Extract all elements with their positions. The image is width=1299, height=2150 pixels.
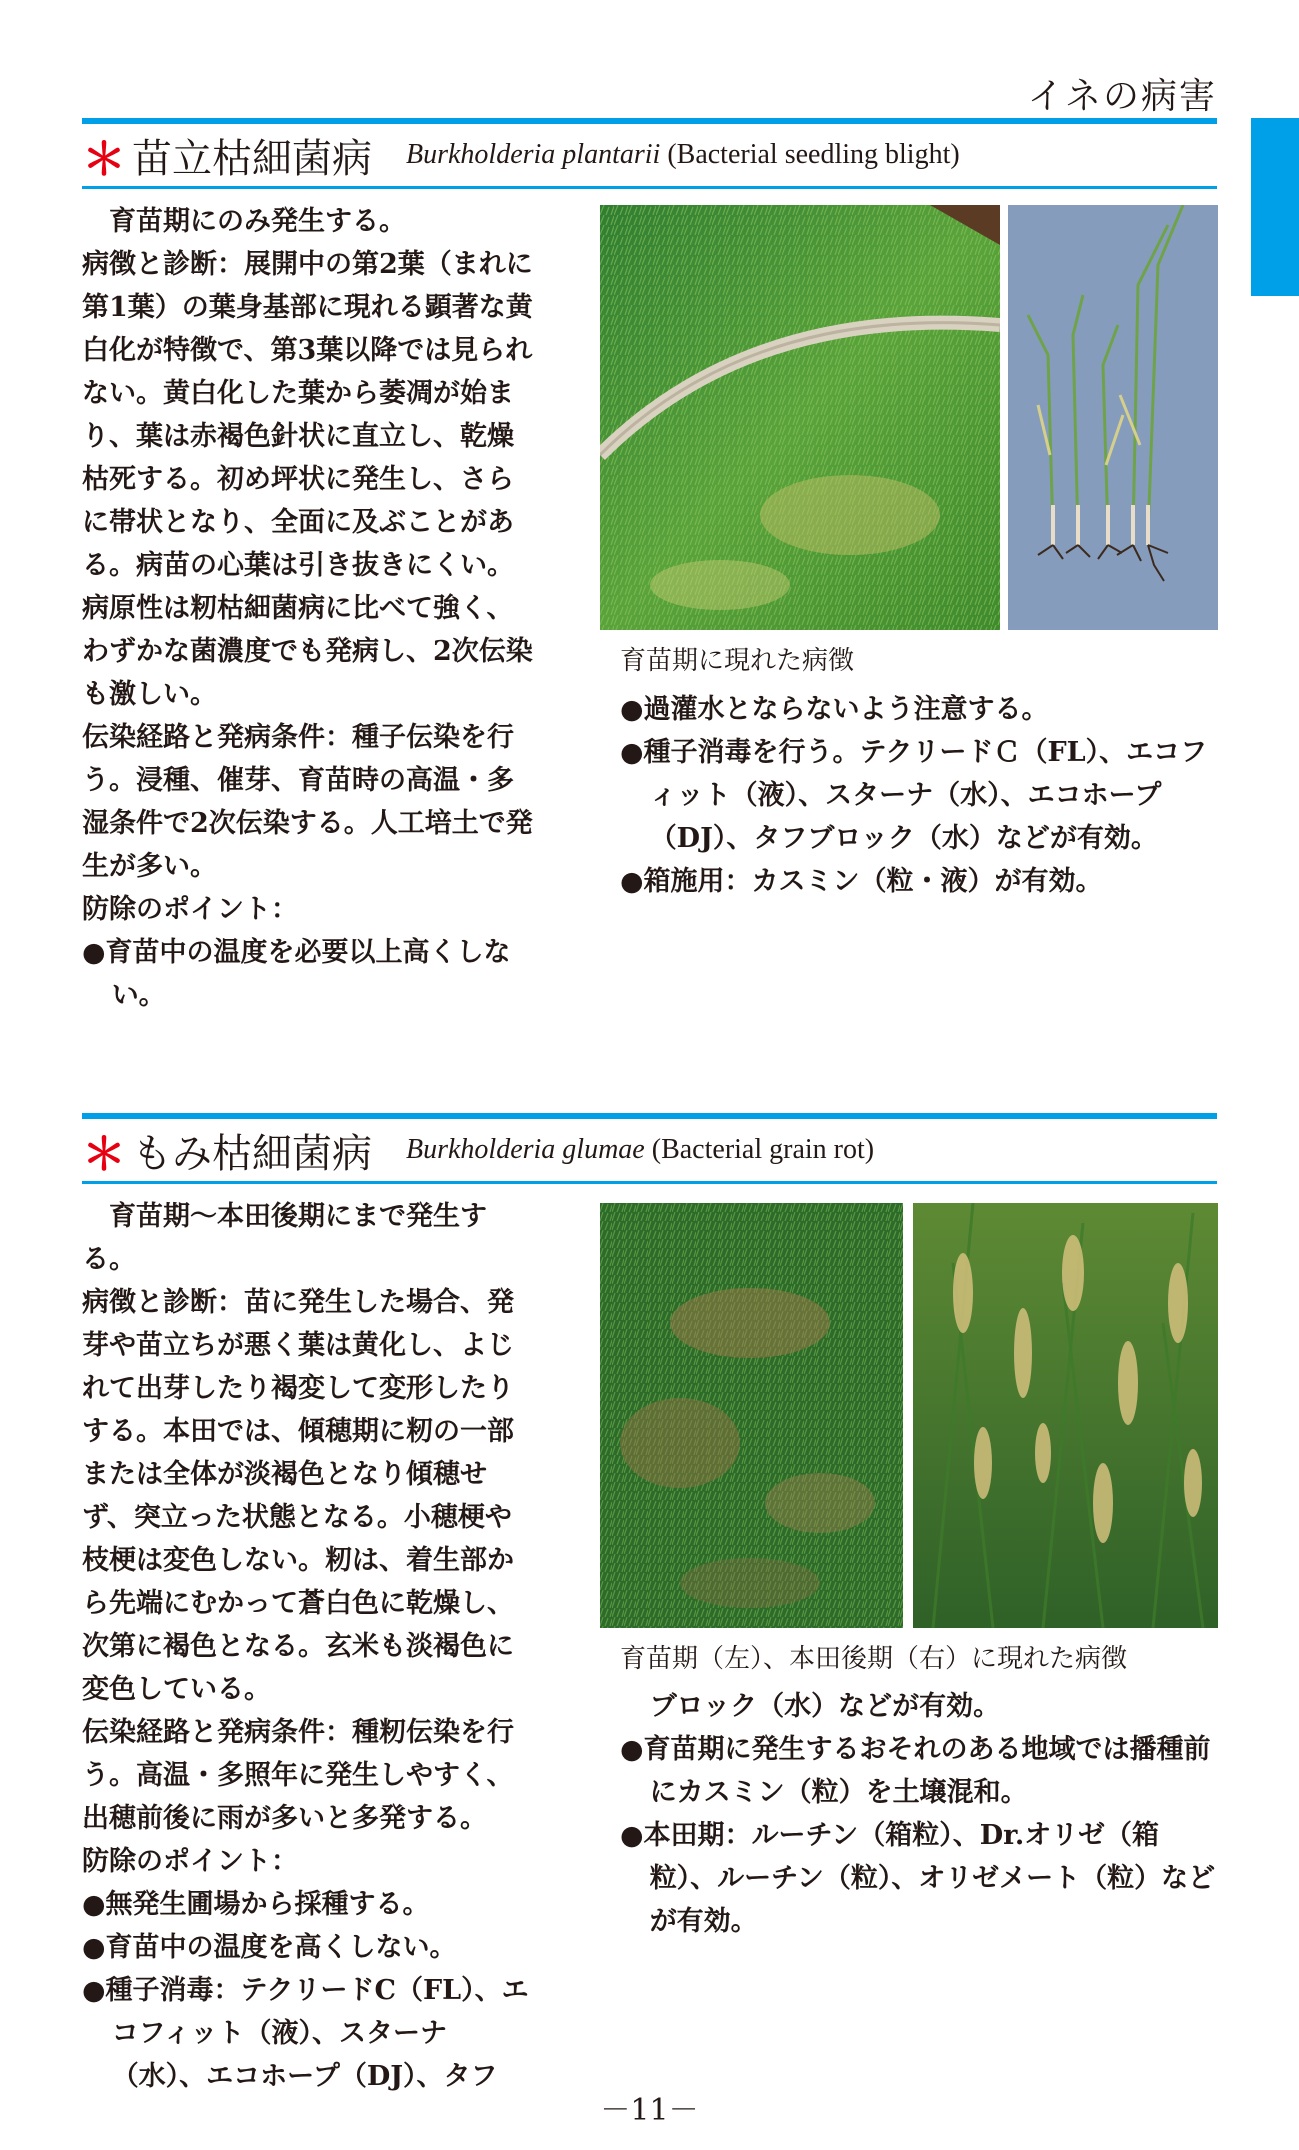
page-number: －11－ — [600, 2093, 699, 2128]
section1-latin-italic: Burkholderia plantarii — [406, 139, 661, 170]
section1-intro: 育苗期にのみ発生する。 — [109, 206, 406, 237]
section1-symptoms — [82, 243, 537, 716]
asterisk-icon: ＊ — [82, 134, 126, 185]
section2-control-label: 防除のポイント： — [82, 1846, 298, 1877]
section2-control-right-continuation: ブロック（水）などが有効。 — [649, 1691, 1001, 1722]
page-header-title: イネの病害 — [1027, 76, 1217, 117]
seedling-plants-photo — [1008, 205, 1218, 630]
section2-intro: 育苗期～本田後期にまで発生する。 — [82, 1201, 487, 1275]
section1-heading — [82, 126, 960, 184]
section1-control-right-item: ●過灌水とならないよう注意する。 — [620, 694, 1049, 725]
section2-title: もみ枯細菌病 — [132, 1130, 372, 1177]
seedling-bed-photo — [600, 205, 1000, 630]
section1-control-right-item: ●箱施用：カスミン（粒・液）が有効。 — [620, 866, 1103, 897]
field-rice-ears-photo — [913, 1203, 1218, 1628]
section1-left-column — [82, 200, 537, 1017]
section1-latin-plain: (Bacterial seedling blight) — [667, 139, 960, 170]
section2-control-left-item: ●無発生圃場から採種する。 — [82, 1889, 430, 1920]
section2-right-column — [620, 1685, 1220, 1943]
section1-top-rule — [82, 118, 1217, 124]
section2-symptoms-text: 苗に発生した場合、発芽や苗立ちが悪く葉は黄化し、よじれて出芽したり褐変して変形したりする。本田では、傾穂期に籾の一部または全体が淡褐色となり傾穂せず、突立った状態となる。小穂梗や枝梗は変色しない。籾は、着生部から先端にむかって蒼白色に乾燥し、次第に褐色となる。玄米も淡褐色に変色している。 — [82, 1287, 514, 1705]
section2-infection-text: 種籾伝染を行う。高温・多照年に発生しやすく、出穂前後に雨が多いと多発する。 — [82, 1717, 514, 1834]
section1-infection — [82, 716, 537, 888]
section2-latin-plain: (Bacterial grain rot) — [651, 1134, 875, 1165]
section1-title: 苗立枯細菌病 — [132, 135, 372, 182]
nursery-infection-photo — [600, 1203, 903, 1628]
section2-control-left-item: ●育苗中の温度を高くしない。 — [82, 1932, 457, 1963]
section1-photo-caption: 育苗期に現れた病徴 — [620, 646, 855, 676]
section1-symptoms-label: 病徴と診断： — [82, 249, 244, 280]
chapter-tab — [1251, 118, 1299, 296]
section1-infection-text: 種子伝染を行う。浸種、催芽、育苗時の高温・多湿条件で2次伝染する。人工培土で発生が多い。 — [82, 722, 533, 882]
section2-infection-label: 伝染経路と発病条件： — [82, 1717, 352, 1748]
section1-control-left-item: ●育苗中の温度を必要以上高くしない。 — [82, 937, 511, 1011]
section2-control-right-item: ●育苗期に発生するおそれのある地域では播種前にカスミン（粒）を土壌混和。 — [620, 1734, 1211, 1808]
section2-photo-caption: 育苗期（左）、本田後期（右）に現れた病徴 — [620, 1644, 1128, 1674]
section1-scientific-name — [406, 139, 960, 171]
section2-heading — [82, 1121, 874, 1179]
section2-symptoms — [82, 1281, 537, 1711]
section2-top-rule — [82, 1113, 1217, 1119]
section2-bottom-rule — [82, 1181, 1217, 1184]
section1-control-label: 防除のポイント： — [82, 894, 298, 925]
section2-symptoms-label: 病徴と診断： — [82, 1287, 244, 1318]
section2-latin-italic: Burkholderia glumae — [406, 1134, 645, 1165]
section1-control-right-item: ●種子消毒を行う。テクリードＣ（FL）、エコフィット（液）、スターナ（水）、エコホープ（DJ）、タフブロック（水）などが有効。 — [620, 737, 1208, 854]
section2-infection — [82, 1711, 537, 1840]
section1-symptoms-text: 展開中の第2葉（まれに第1葉）の葉身基部に現れる顕著な黄白化が特徴で、第3葉以降では見られない。黄白化した葉から萎凋が始まり、葉は赤褐色針状に直立し、乾燥枯死する。初め坪状に発生し、さらに帯状となり、全面に及ぶことがある。病苗の心葉は引き抜きにくい。病原性は籾枯細菌病に比べて強く、わずかな菌濃度でも発病し、2次伝染も激しい。 — [82, 249, 533, 710]
section1-bottom-rule — [82, 186, 1217, 189]
section2-control-right-item: ●本田期：ルーチン（箱粒）、Dr.オリゼ（箱粒）、ルーチン（粒）、オリゼメート（粒）などが有効。 — [620, 1820, 1216, 1937]
section1-infection-label: 伝染経路と発病条件： — [82, 722, 352, 753]
section2-left-column — [82, 1195, 537, 2098]
section2-control-left-item: ●種子消毒：テクリードC（FL）、エコフィット（液）、スターナ（水）、エコホープ（DJ）、タフ — [82, 1975, 529, 2092]
asterisk-icon: ＊ — [82, 1129, 126, 1180]
section2-scientific-name — [406, 1134, 874, 1166]
section1-right-column — [620, 688, 1220, 903]
